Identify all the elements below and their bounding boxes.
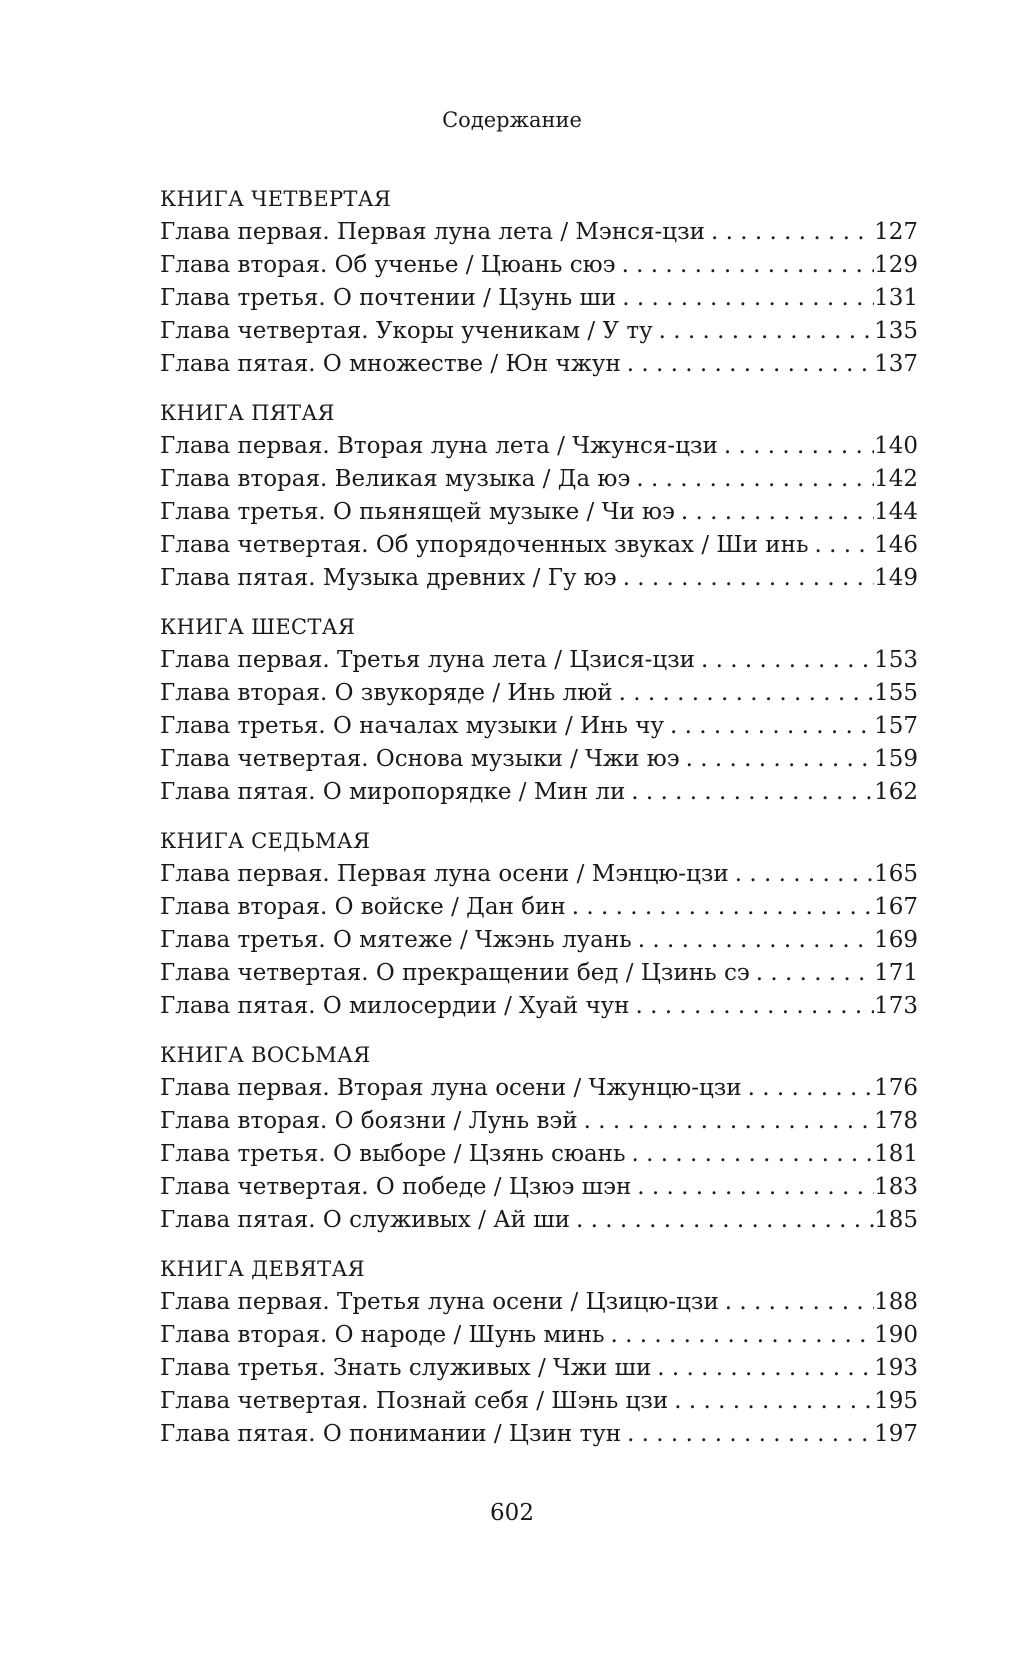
chapter-title: Глава первая. Вторая луна осени / Чжунцю-цзи xyxy=(160,1075,742,1101)
toc-entry xyxy=(160,990,918,1023)
page-number: 155 xyxy=(874,680,918,706)
page-number: 193 xyxy=(874,1355,918,1381)
dot-leader xyxy=(613,677,875,710)
page-number: 153 xyxy=(874,647,918,673)
toc-entry xyxy=(160,957,918,990)
book-section xyxy=(160,397,918,595)
dot-leader xyxy=(705,216,874,249)
running-head: Содержание xyxy=(442,108,582,132)
dot-leader xyxy=(680,743,874,776)
dot-leader xyxy=(605,1319,875,1352)
dot-leader xyxy=(630,990,875,1023)
chapter-title: Глава третья. Знать служивых / Чжи ши xyxy=(160,1355,652,1381)
chapter-title: Глава пятая. О миропорядке / Мин ли xyxy=(160,779,626,805)
book-title: КНИГА ШЕСТАЯ xyxy=(160,615,356,639)
dot-leader xyxy=(651,1352,874,1385)
toc-entry xyxy=(160,348,918,381)
dot-leader xyxy=(632,924,874,957)
book-section xyxy=(160,611,918,809)
page-number: 135 xyxy=(874,318,918,344)
page-number: 190 xyxy=(874,1322,918,1348)
toc-entry xyxy=(160,1319,918,1352)
dot-leader xyxy=(718,430,874,463)
book-title: КНИГА ПЯТАЯ xyxy=(160,401,335,425)
dot-leader xyxy=(616,249,875,282)
toc-entry xyxy=(160,1072,918,1105)
dot-leader xyxy=(808,529,874,562)
toc-entry xyxy=(160,1204,918,1237)
table-of-contents xyxy=(160,183,918,1467)
toc-entry xyxy=(160,677,918,710)
dot-leader xyxy=(621,348,874,381)
page-number: 169 xyxy=(874,927,918,953)
toc-entry xyxy=(160,496,918,529)
dot-leader xyxy=(566,891,874,924)
dot-leader xyxy=(617,562,874,595)
page-number: 142 xyxy=(874,466,918,492)
toc-entry xyxy=(160,891,918,924)
chapter-title: Глава третья. О началах музыки / Инь чу xyxy=(160,713,665,739)
dot-leader xyxy=(664,710,874,743)
dot-leader xyxy=(621,1418,874,1451)
page-number: 159 xyxy=(874,746,918,772)
dot-leader xyxy=(625,776,874,809)
chapter-title: Глава пятая. О понимании / Цзин тун xyxy=(160,1421,622,1447)
toc-entry xyxy=(160,1418,918,1451)
chapter-title: Глава четвертая. О победе / Цзюэ шэн xyxy=(160,1174,632,1200)
dot-leader xyxy=(570,1204,874,1237)
chapter-title: Глава четвертая. О прекращении бед / Цзинь сэ xyxy=(160,960,750,986)
toc-entry xyxy=(160,463,918,496)
page-number: 176 xyxy=(874,1075,918,1101)
chapter-title: Глава пятая. О множестве / Юн чжун xyxy=(160,351,621,377)
chapter-title: Глава четвертая. Познай себя / Шэнь цзи xyxy=(160,1388,669,1414)
page-number: 165 xyxy=(874,861,918,887)
chapter-title: Глава третья. О пьянящей музыке / Чи юэ xyxy=(160,499,675,525)
toc-entry xyxy=(160,1171,918,1204)
page-number: 140 xyxy=(874,433,918,459)
page-number: 131 xyxy=(874,285,918,311)
page-number: 157 xyxy=(874,713,918,739)
toc-entry xyxy=(160,776,918,809)
chapter-title: Глава первая. Первая луна осени / Мэнцю-цзи xyxy=(160,861,729,887)
page-number: 137 xyxy=(874,351,918,377)
toc-entry xyxy=(160,1385,918,1418)
chapter-title: Глава четвертая. Укоры ученикам / У ту xyxy=(160,318,653,344)
page-number: 146 xyxy=(874,532,918,558)
chapter-title: Глава первая. Третья луна осени / Цзицю-цзи xyxy=(160,1289,719,1315)
toc-entry xyxy=(160,858,918,891)
chapter-title: Глава первая. Вторая луна лета / Чжунся-цзи xyxy=(160,433,718,459)
page-number: 181 xyxy=(874,1141,918,1167)
chapter-title: Глава третья. О почтении / Цзунь ши xyxy=(160,285,617,311)
toc-entry xyxy=(160,1286,918,1319)
page-number: 129 xyxy=(874,252,918,278)
toc-entry xyxy=(160,1352,918,1385)
page-number: 171 xyxy=(874,960,918,986)
page-number: 149 xyxy=(874,565,918,591)
chapter-title: Глава вторая. О звукоряде / Инь люй xyxy=(160,680,613,706)
toc-entry xyxy=(160,710,918,743)
toc-entry xyxy=(160,562,918,595)
dot-leader xyxy=(668,1385,874,1418)
dot-leader xyxy=(695,644,874,677)
dot-leader xyxy=(626,1138,875,1171)
dot-leader xyxy=(630,463,874,496)
book-section xyxy=(160,1039,918,1237)
toc-entry xyxy=(160,249,918,282)
page-number: 197 xyxy=(874,1421,918,1447)
page-folio: 602 xyxy=(490,1500,534,1526)
page-number: 188 xyxy=(874,1289,918,1315)
chapter-title: Глава третья. О мятеже / Чжэнь луань xyxy=(160,927,632,953)
chapter-title: Глава вторая. О боязни / Лунь вэй xyxy=(160,1108,578,1134)
book-title: КНИГА ДЕВЯТАЯ xyxy=(160,1257,365,1281)
chapter-title: Глава пятая. О милосердии / Хуай чун xyxy=(160,993,630,1019)
dot-leader xyxy=(750,957,874,990)
chapter-title: Глава первая. Первая луна лета / Мэнся-цзи xyxy=(160,219,705,245)
toc-entry xyxy=(160,924,918,957)
chapter-title: Глава четвертая. Основа музыки / Чжи юэ xyxy=(160,746,680,772)
chapter-title: Глава вторая. Об ученье / Цюань сюэ xyxy=(160,252,616,278)
dot-leader xyxy=(719,1286,874,1319)
page-number: 173 xyxy=(874,993,918,1019)
toc-entry xyxy=(160,430,918,463)
dot-leader xyxy=(578,1105,874,1138)
toc-entry xyxy=(160,1105,918,1138)
page-number: 127 xyxy=(874,219,918,245)
toc-entry xyxy=(160,216,918,249)
book-title: КНИГА ВОСЬМАЯ xyxy=(160,1043,371,1067)
dot-leader xyxy=(729,858,874,891)
chapter-title: Глава третья. О выборе / Цзянь сюань xyxy=(160,1141,626,1167)
dot-leader xyxy=(742,1072,874,1105)
book-section xyxy=(160,183,918,381)
page-number: 162 xyxy=(874,779,918,805)
book-title: КНИГА ЧЕТВЕРТАЯ xyxy=(160,187,392,211)
dot-leader xyxy=(653,315,874,348)
chapter-title: Глава вторая. О народе / Шунь минь xyxy=(160,1322,605,1348)
toc-entry xyxy=(160,315,918,348)
dot-leader xyxy=(616,282,874,315)
toc-entry xyxy=(160,644,918,677)
dot-leader xyxy=(631,1171,874,1204)
book-section xyxy=(160,825,918,1023)
chapter-title: Глава первая. Третья луна лета / Цзися-цзи xyxy=(160,647,696,673)
toc-entry xyxy=(160,743,918,776)
book-title: КНИГА СЕДЬМАЯ xyxy=(160,829,371,853)
toc-entry xyxy=(160,529,918,562)
book-section xyxy=(160,1253,918,1451)
page-number: 185 xyxy=(874,1207,918,1233)
toc-entry xyxy=(160,1138,918,1171)
toc-entry xyxy=(160,282,918,315)
dot-leader xyxy=(675,496,874,529)
chapter-title: Глава четвертая. Об упорядоченных звуках / Ши инь xyxy=(160,532,809,558)
chapter-title: Глава вторая. О войске / Дан бин xyxy=(160,894,566,920)
chapter-title: Глава вторая. Великая музыка / Да юэ xyxy=(160,466,631,492)
chapter-title: Глава пятая. Музыка древних / Гу юэ xyxy=(160,565,617,591)
page-number: 144 xyxy=(874,499,918,525)
chapter-title: Глава пятая. О служивых / Ай ши xyxy=(160,1207,570,1233)
page-number: 195 xyxy=(874,1388,918,1414)
page-number: 178 xyxy=(874,1108,918,1134)
page-number: 167 xyxy=(874,894,918,920)
page-number: 183 xyxy=(874,1174,918,1200)
